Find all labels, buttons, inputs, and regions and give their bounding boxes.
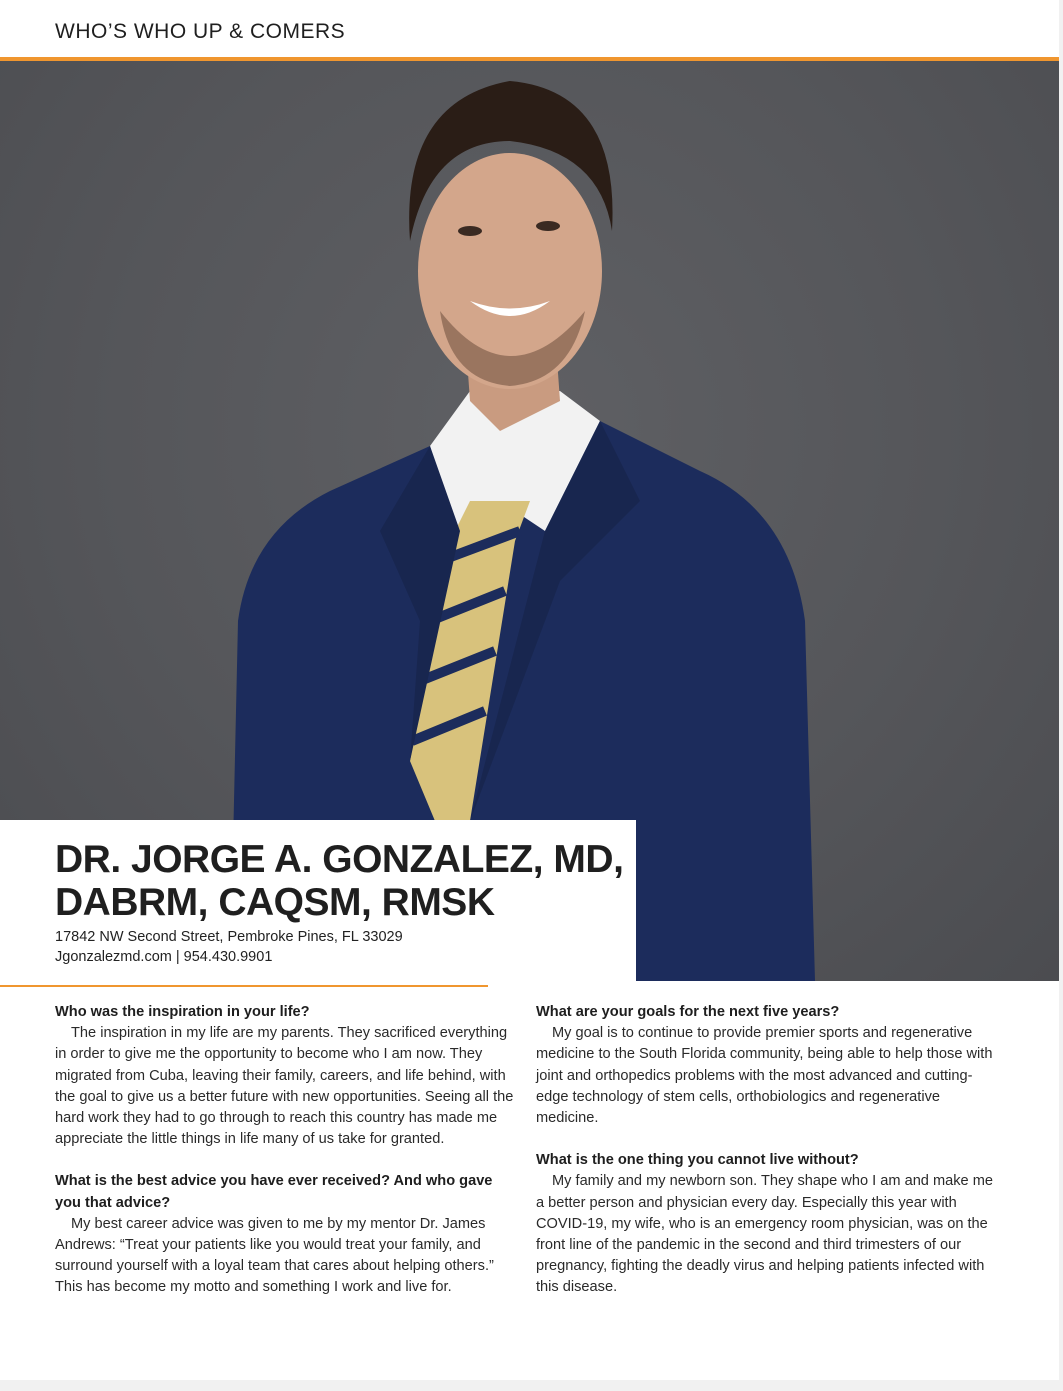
right-eye: [536, 221, 560, 231]
section-header: WHO’S WHO UP & COMERS: [55, 20, 346, 43]
question-inspiration: Who was the inspiration in your life?: [55, 1004, 310, 1020]
left-eye: [458, 226, 482, 236]
answer-cannot-live-without: My family and my newborn son. They shape who I am and make me a better person and physician every day. Especially this year with COVID-19, my wife, who is an emergency room physician, was on the front line of the pandemic in the second and third trimesters of our pregnancy, fighting the deadly virus and helping patients infected with this disease.: [536, 1173, 993, 1296]
practice-address: 17842 NW Second Street, Pembroke Pines, FL 33029: [55, 929, 403, 945]
doctor-name: [55, 838, 655, 924]
question-best-advice: What is the best advice you have ever received? And who gave you that advice?: [55, 1173, 493, 1211]
question-cannot-live-without: What is the one thing you cannot live without?: [536, 1152, 859, 1169]
answer-inspiration: The inspiration in my life are my parents. They sacrificed everything in order to give me the opportunity to become who I am now. They migrated from Cuba, leaving their family, careers, and life behind, with the goal to give us a better future with new opportunities. Seeing all the hard work they had to go through to reach this country has made me appreciate the little things in life many of us take for granted.: [55, 1025, 514, 1148]
doctor-name-line-1: DR. JORGE A. GONZALEZ, MD,: [55, 838, 624, 881]
face: [418, 153, 602, 389]
answer-best-advice: My best career advice was given to me by my mentor Dr. James Andrews: “Treat your patients like you would treat your family, and surround yourself with a loyal team that cares about helping others.” This has become my motto and something I work and live for.: [55, 1215, 494, 1296]
practice-contact: Jgonzalezmd.com | 954.430.9901: [55, 949, 273, 965]
answer-five-year-goals: My goal is to continue to provide premier sports and regenerative medicine to the South Florida community, being able to help those with joint and orthopedics problems with the most advanced and cutting-edge technology of stem cells, orthobiologics and regenerative medicine.: [536, 1025, 993, 1127]
right-column: [536, 1002, 998, 1320]
doctor-name-line-2: DABRM, CAQSM, RMSK: [55, 881, 495, 924]
left-column: [55, 1002, 517, 1320]
question-five-year-goals: What are your goals for the next five years?: [536, 1004, 840, 1020]
name-accent-rule: [0, 985, 488, 987]
